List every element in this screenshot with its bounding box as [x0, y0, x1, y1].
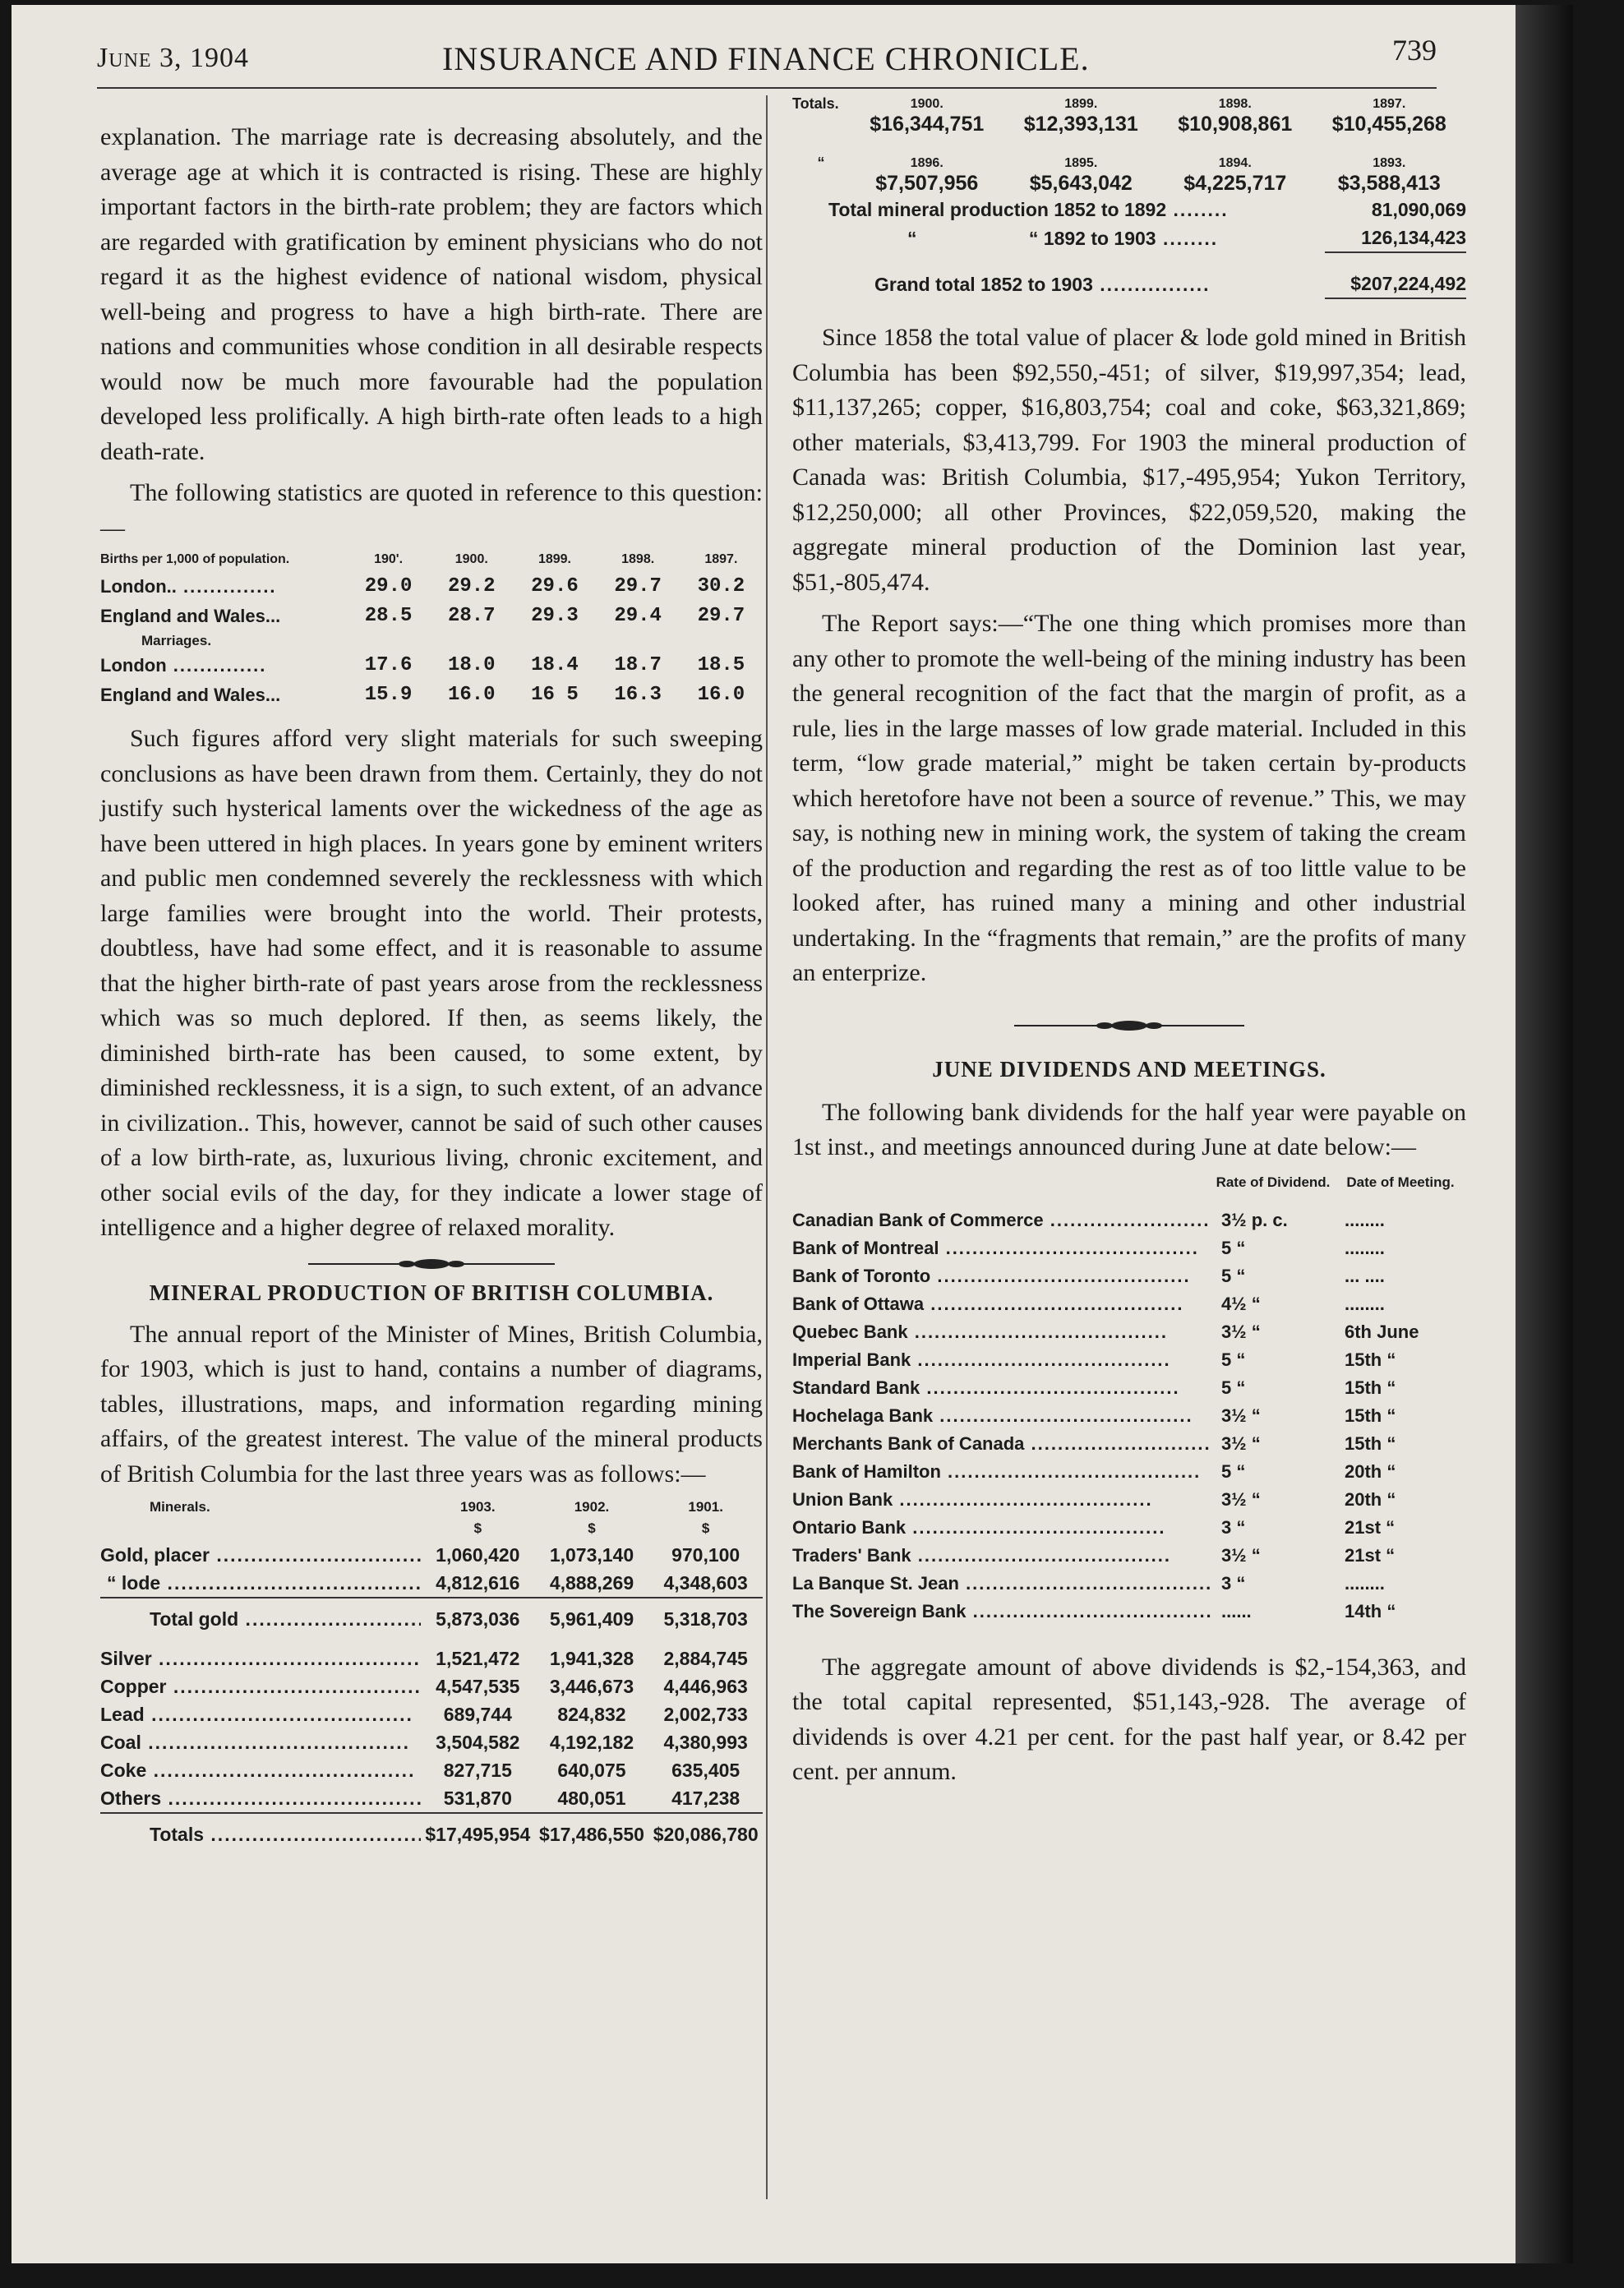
- cell-value: $5,643,042: [1029, 172, 1133, 195]
- paragraph-mineral-report: The annual report of the Minister of Mines, British Columbia, for 1903, which is just to hand, contains a number of diagrams, tables, illustrations, maps, and information regarding mining affairs, of the greatest interest. The value of the mineral products of British Columbia for the last three years was as follows:—: [100, 1320, 763, 1488]
- cell-value: 689,744: [443, 1704, 512, 1725]
- dividend-rate: 5 “: [1221, 1265, 1246, 1286]
- table-row: [792, 1318, 1466, 1346]
- cell-value: 417,238: [671, 1788, 740, 1809]
- row-label: Coke: [100, 1760, 147, 1781]
- section-ornament: [792, 1019, 1466, 1032]
- dividend-rate: 5 “: [1221, 1237, 1246, 1258]
- section-ornament: [100, 1257, 763, 1271]
- births-marriages-table: [100, 552, 763, 710]
- table-row: [792, 113, 1466, 136]
- section-title-mineral-production: MINERAL PRODUCTION OF BRITISH COLUMBIA.: [149, 1280, 714, 1305]
- year-header: 1894.: [1218, 155, 1252, 170]
- paragraph-report-quote: The Report says:—“The one thing which promises more than any other to promote the well-being of the mining industry has been the general recognition of the fact that the margin of profit, as a rule, lies in the large masses of low grade material. Included in this term, “low grade material,” might be taken certain by-products which heretofore have not been a source of revenue.” This, we may say, is nothing new in mining work, the system of taking the cream of the production and regarding the rest as of too little value to be looked after, has ruined many a mining and other industrial undertaking. In the “fragments that remain,” are the profits of many an enterprize.: [792, 610, 1466, 986]
- paragraph-dividends-intro: The following bank dividends for the half year were payable on 1st inst., and meetings announced during June at date below:—: [792, 1098, 1466, 1160]
- year-header: 1901.: [688, 1499, 723, 1515]
- cell-value: 30.2: [697, 575, 745, 597]
- year-header: 1895.: [1064, 155, 1098, 170]
- cell-value: 28.5: [364, 605, 413, 627]
- dividend-rate: 3 “: [1221, 1572, 1246, 1594]
- bank-name: Bank of Hamilton: [792, 1460, 941, 1482]
- meeting-date: ........: [1345, 1209, 1385, 1230]
- row-label: 1892 to 1903: [1043, 227, 1156, 249]
- cell-value: 28.7: [447, 605, 496, 627]
- total-mineral-production-table: [792, 196, 1466, 299]
- cell-value: 29.3: [531, 605, 579, 627]
- cell-value: 18.0: [447, 654, 496, 676]
- row-label: Gold, placer: [100, 1544, 210, 1566]
- cell-value: 29.2: [447, 575, 496, 597]
- table-row: [792, 1346, 1466, 1374]
- cell-value: 4,380,993: [663, 1732, 748, 1753]
- row-label: Silver: [100, 1648, 152, 1669]
- ditto-mark: “ “: [907, 227, 1039, 249]
- cell-value: 4,446,963: [663, 1676, 748, 1697]
- cell-value: 2,884,745: [663, 1648, 748, 1669]
- meeting-date: 21st “: [1345, 1544, 1396, 1566]
- table-row: [100, 1644, 763, 1672]
- header-title: INSURANCE AND FINANCE CHRONICLE.: [442, 40, 1090, 77]
- cell-value: 1,521,472: [436, 1648, 520, 1669]
- cell-value: 4,812,616: [436, 1572, 520, 1594]
- dividend-rate: 5 “: [1221, 1349, 1246, 1370]
- table-row: [792, 1262, 1466, 1290]
- right-column: [792, 95, 1466, 1790]
- meeting-date: ........: [1345, 1572, 1385, 1594]
- row-label: Lead: [100, 1704, 145, 1725]
- row-label: London..: [100, 576, 177, 597]
- cell-value: 18.5: [697, 654, 745, 676]
- cell-value: $207,224,492: [1325, 270, 1466, 298]
- table-row: [792, 1430, 1466, 1458]
- table-row: [792, 1458, 1466, 1486]
- year-header: 1899.: [1064, 96, 1098, 111]
- year-header: 1900.: [454, 552, 488, 566]
- year-header: 1897.: [704, 552, 738, 566]
- cell-value: 17.6: [364, 654, 413, 676]
- meeting-date: 20th “: [1345, 1460, 1396, 1482]
- table-row: [792, 1374, 1466, 1402]
- meeting-date: 15th “: [1345, 1377, 1396, 1398]
- cell-value: 18.7: [614, 654, 662, 676]
- row-label: England and Wales...: [100, 606, 281, 626]
- bank-name: Bank of Ottawa: [792, 1293, 925, 1314]
- ditto-mark: “: [817, 155, 825, 171]
- table-row: [100, 1756, 763, 1784]
- row-label: London: [100, 655, 167, 676]
- currency-sign: $: [588, 1520, 596, 1536]
- bank-name: Union Bank: [792, 1488, 893, 1510]
- bank-name: Canadian Bank of Commerce: [792, 1209, 1044, 1230]
- meeting-date: 21st “: [1345, 1516, 1396, 1538]
- cell-value: 970,100: [671, 1544, 740, 1566]
- table-row: [792, 1290, 1466, 1318]
- cell-value: 126,134,423: [1325, 224, 1466, 252]
- cell-value: $7,507,956: [875, 172, 979, 195]
- year-header: 1893.: [1373, 155, 1406, 170]
- cell-value: 29.4: [614, 605, 662, 627]
- cell-value: 4,192,182: [549, 1732, 634, 1753]
- table-row: London .............. 17.6 18.0 18.4 18.7 18.5: [100, 651, 763, 680]
- table-row: [100, 1728, 763, 1756]
- row-label: Coal: [100, 1732, 141, 1753]
- dividend-rate: 4½ “: [1221, 1293, 1261, 1314]
- meeting-date: 15th “: [1345, 1432, 1396, 1454]
- cell-value: 1,073,140: [549, 1544, 634, 1566]
- cell-value: 5,318,703: [648, 1598, 763, 1633]
- yearly-totals-table: [792, 95, 1466, 196]
- header-page-number: 739: [1392, 34, 1437, 67]
- paragraph-statistics-intro: The following statistics are quoted in reference to this question:—: [100, 479, 763, 542]
- table-row: [792, 172, 1466, 196]
- column-divider: [766, 95, 768, 2199]
- cell-value: 29.0: [364, 575, 413, 597]
- paragraph-figures-discussion: Such figures afford very slight materials for such sweeping conclusions as have been drawn from them. Certainly, they do not justify such hysterical laments over the wickedness of the age as have been uttered in high places. In years gone by eminent writers and public men condemned severely the recklessness with which large families were brought into the world. Their protests, doubtless, have had some effect, and it is reasonable to assume that the higher birth-rate of past years arose from the recklessness which was so much deplored. If then, as seems likely, the diminished birth-rate has been caused, to some extent, by diminished recklessness, it is a sign, to such extent, of an advance in civilization.. This, however, cannot be said of such other causes of a low birth-rate, as, luxurious living, chronic excitement, and other social evils of the day, for they indicate a lower stage of intelligence and a higher degree of relaxed morality.: [100, 725, 763, 1241]
- table-row: [792, 1402, 1466, 1430]
- currency-sign: $: [473, 1520, 482, 1536]
- cell-value: $16,344,751: [870, 113, 985, 136]
- meeting-date: 20th “: [1345, 1488, 1396, 1510]
- dividend-rate: ......: [1221, 1600, 1252, 1621]
- meeting-date: 15th “: [1345, 1405, 1396, 1426]
- year-header: 1898.: [621, 552, 655, 566]
- row-label: Total gold: [150, 1608, 239, 1630]
- bank-name: Ontario Bank: [792, 1516, 907, 1538]
- cell-value: $3,588,413: [1337, 172, 1441, 195]
- bank-name: Hochelaga Bank: [792, 1405, 934, 1426]
- cell-value: 29.7: [614, 575, 662, 597]
- dividend-rate: 3½ “: [1221, 1432, 1261, 1454]
- bank-name: Quebec Bank: [792, 1321, 908, 1342]
- meeting-date: ........: [1345, 1293, 1385, 1314]
- bank-name: La Banque St. Jean: [792, 1572, 959, 1594]
- rate-col-header: Rate of Dividend.: [1216, 1174, 1331, 1190]
- cell-value: 635,405: [671, 1760, 740, 1781]
- year-header: 190'.: [374, 552, 404, 566]
- cell-value: 1,060,420: [436, 1544, 520, 1566]
- cell-value: $4,225,717: [1183, 172, 1287, 195]
- year-header: 1903.: [460, 1499, 496, 1515]
- marriages-label: Marriages.: [141, 633, 212, 648]
- bank-name: Imperial Bank: [792, 1349, 911, 1370]
- row-label: “ lode: [107, 1572, 161, 1594]
- header-date: June 3, 1904: [97, 43, 250, 73]
- cell-value: $10,455,268: [1331, 113, 1446, 136]
- table-row: [792, 1570, 1466, 1598]
- cell-value: 640,075: [557, 1760, 626, 1781]
- table-row: [100, 680, 763, 710]
- meeting-date: 15th “: [1345, 1349, 1396, 1370]
- cell-value: 827,715: [443, 1760, 512, 1781]
- year-header: 1899.: [537, 552, 571, 566]
- row-label: Others: [100, 1788, 162, 1809]
- cell-value: 5,873,036: [421, 1598, 535, 1633]
- row-label: Total mineral production 1852 to 1892: [828, 199, 1167, 220]
- cell-value: 29.6: [531, 575, 579, 597]
- cell-value: $20,086,780: [648, 1813, 763, 1848]
- cell-value: $17,495,954: [421, 1813, 535, 1848]
- cell-value: 531,870: [443, 1788, 512, 1809]
- total-gold-row: [100, 1598, 763, 1633]
- ornament-rule-icon: [308, 1257, 555, 1271]
- paragraph-aggregate-dividends: The aggregate amount of above dividends is $2,-154,363, and the total capital represented, $51,143,-928. The average of dividends is over 4.21 per cent. for the past half year, or 8.42 per cent. per annum.: [792, 1653, 1466, 1785]
- row-label: Totals: [150, 1824, 205, 1845]
- table-row: “ “ 1892 to 1903 ........ 126,134,423: [792, 224, 1466, 252]
- meeting-date: ... ....: [1345, 1265, 1385, 1286]
- meeting-date: 14th “: [1345, 1600, 1396, 1621]
- header-rule: [97, 87, 1437, 89]
- table-row: London.. .............. 29.0 29.2 29.6 29.7 30.2: [100, 572, 763, 602]
- table-row: [792, 1206, 1466, 1234]
- cell-value: 16.0: [447, 684, 496, 706]
- table-row: [100, 1784, 763, 1813]
- table-row: [100, 1541, 763, 1569]
- table-row: [100, 1569, 763, 1598]
- meeting-date: 6th June: [1345, 1321, 1419, 1342]
- bank-name: The Sovereign Bank: [792, 1600, 967, 1621]
- dividend-rate: 5 “: [1221, 1460, 1246, 1482]
- cell-value: 480,051: [557, 1788, 626, 1809]
- table-row: [792, 1486, 1466, 1514]
- table-row: [100, 1672, 763, 1700]
- document-page: [12, 5, 1573, 2263]
- dividend-rate: 3½ “: [1221, 1488, 1261, 1510]
- table-row: [100, 1700, 763, 1728]
- ornament-rule-icon: [1014, 1019, 1244, 1032]
- table-row: Total mineral production 1852 to 1892 ........ 81,090,069: [792, 196, 1466, 224]
- cell-value: 4,888,269: [549, 1572, 634, 1594]
- grand-total-row: Grand total 1852 to 1903 ................ $207,224,492: [792, 270, 1466, 298]
- cell-value: 2,002,733: [663, 1704, 748, 1725]
- cell-value: 15.9: [364, 684, 413, 706]
- cell-value: $12,393,131: [1023, 113, 1138, 136]
- page-edge-shadow: [1516, 5, 1573, 2263]
- year-header: 1902.: [574, 1499, 610, 1515]
- cell-value: $10,908,861: [1178, 113, 1293, 136]
- cell-value: $17,486,550: [535, 1813, 649, 1848]
- dividend-rate: 5 “: [1221, 1377, 1246, 1398]
- row-label: England and Wales...: [100, 685, 281, 705]
- dividend-rate: 3½ “: [1221, 1544, 1261, 1566]
- dividends-table: [792, 1174, 1466, 1626]
- bank-name: Traders' Bank: [792, 1544, 911, 1566]
- cell-value: 4,547,535: [436, 1676, 520, 1697]
- year-header: 1896.: [910, 155, 943, 170]
- paragraph-birthrate-intro: explanation. The marriage rate is decreasing absolutely, and the average age at which it is contracted is rising. These are highly important factors in the birth-rate problem; they are factors which are regarded with gratification by eminent physicians who do not regard it as the highest evidence of national wisdom, physical well-being and progress to have a high birth-rate. There are nations and communities whose condition in all desirable respects would now be much more favourable had the population developed less prolifically. A high birth-rate often leads to a high death-rate.: [100, 123, 763, 465]
- bank-name: Bank of Montreal: [792, 1237, 939, 1258]
- dividend-rate: 3½ “: [1221, 1321, 1261, 1342]
- cell-value: 1,941,328: [549, 1648, 634, 1669]
- table-row: [100, 602, 763, 631]
- cell-value: 18.4: [531, 654, 579, 676]
- cell-value: 824,832: [557, 1704, 626, 1725]
- cell-value: 81,090,069: [1371, 199, 1466, 220]
- dividend-rate: 3 “: [1221, 1516, 1246, 1538]
- totals-row: [100, 1813, 763, 1848]
- cell-value: 4,348,603: [663, 1572, 748, 1594]
- births-header-label: Births per 1,000 of population.: [100, 552, 290, 566]
- table-row: [792, 1598, 1466, 1626]
- left-column: [100, 120, 763, 1848]
- table-row: [792, 1234, 1466, 1262]
- cell-value: 16 5: [531, 684, 579, 706]
- meeting-date: ........: [1345, 1237, 1385, 1258]
- paragraph-gold-totals: Since 1858 the total value of placer & lode gold mined in British Columbia has been $92,550,-451; of silver, $19,997,354; lead, $11,137,265; copper, $16,803,754; coal and coke, $63,321,869; other materials, $3,413,799. For 1903 the mineral production of Canada was: British Columbia, $17,-495,954; Yukon Territory, $12,250,000; all other Provinces, $22,059,520, making the aggregate mineral production of the Dominion last year, $51,-805,474.: [792, 324, 1466, 596]
- cell-value: 5,961,409: [535, 1598, 649, 1633]
- cell-value: 16.0: [697, 684, 745, 706]
- cell-value: 3,446,673: [549, 1676, 634, 1697]
- year-header: 1900.: [910, 96, 943, 111]
- cell-value: 29.7: [697, 605, 745, 627]
- totals-label: Totals.: [792, 95, 839, 112]
- bank-name: Bank of Toronto: [792, 1265, 931, 1286]
- dividend-rate: 3½ p. c.: [1221, 1209, 1288, 1230]
- minerals-table: [100, 1498, 763, 1848]
- currency-sign: $: [701, 1520, 710, 1536]
- table-row: [792, 1542, 1466, 1570]
- bank-name: Merchants Bank of Canada: [792, 1432, 1025, 1454]
- year-header: 1897.: [1373, 96, 1406, 111]
- bank-name: Standard Bank: [792, 1377, 920, 1398]
- table-row: [792, 1514, 1466, 1542]
- year-header: 1898.: [1218, 96, 1252, 111]
- dividend-rate: 3½ “: [1221, 1405, 1261, 1426]
- page-header: [97, 30, 1437, 79]
- section-title-june-dividends: JUNE DIVIDENDS AND MEETINGS.: [932, 1056, 1326, 1082]
- minerals-col-label: Minerals.: [150, 1499, 210, 1515]
- row-label: Copper: [100, 1676, 167, 1697]
- row-label: Grand total 1852 to 1903: [874, 273, 1093, 295]
- date-col-header: Date of Meeting.: [1346, 1174, 1455, 1190]
- cell-value: 16.3: [614, 684, 662, 706]
- cell-value: 3,504,582: [436, 1732, 520, 1753]
